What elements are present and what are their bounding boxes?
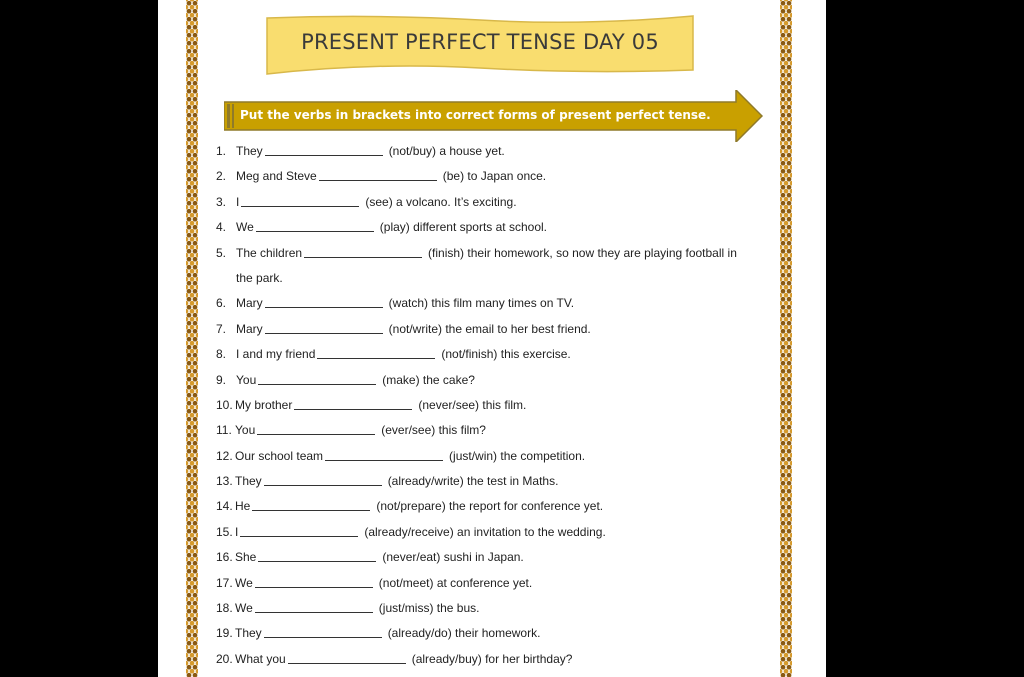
item-subject: Our school team (235, 448, 324, 463)
exercise-item (216, 169, 776, 194)
exercise-item (216, 296, 776, 321)
decorative-border-right (780, 0, 792, 677)
item-number: 12. (216, 448, 233, 463)
item-hint: (just/win) the competition. (449, 448, 586, 463)
item-hint: (not/meet) at conference yet. (378, 575, 533, 590)
item-hint: (not/finish) this exercise. (441, 347, 571, 362)
item-number: 14. (216, 499, 233, 514)
item-subject: They (235, 626, 262, 641)
item-subject: You (235, 423, 256, 438)
item-subject: My brother (235, 397, 293, 412)
item-number: 8. (216, 347, 227, 362)
item-number: 3. (216, 194, 227, 209)
item-number: 1. (216, 144, 227, 158)
exercise-item (216, 220, 776, 245)
answer-blank[interactable] (252, 499, 370, 511)
item-number: 7. (216, 321, 227, 336)
item-number: 20. (216, 651, 233, 666)
exercise-item (216, 576, 776, 601)
item-hint: (watch) this film many times on TV. (388, 296, 575, 311)
item-number: 2. (216, 169, 227, 184)
item-subject: They (235, 474, 262, 489)
exercise-item (216, 347, 776, 372)
exercise-item (216, 373, 776, 398)
worksheet-page (158, 0, 826, 677)
item-number: 19. (216, 626, 233, 641)
exercise-item (216, 246, 776, 271)
item-hint: (be) to Japan once. (442, 169, 547, 184)
item-hint: (make) the cake? (382, 372, 475, 387)
exercise-item (216, 499, 776, 524)
exercise-item (216, 398, 776, 423)
exercise-item (216, 652, 776, 677)
item-number: 10. (216, 397, 233, 412)
answer-blank[interactable] (258, 373, 376, 385)
item-hint: (already/receive) an invitation to the wedding. (364, 524, 606, 539)
answer-blank[interactable] (265, 144, 383, 156)
instruction-text: Put the verbs in brackets into correct forms of present perfect tense. (240, 108, 711, 122)
answer-blank[interactable] (319, 169, 437, 181)
item-subject: We (236, 220, 254, 235)
item-hint: (already/buy) for her birthday? (411, 651, 573, 666)
item-subject: I and my friend (236, 347, 316, 362)
answer-blank[interactable] (258, 550, 376, 562)
exercise-item (216, 474, 776, 499)
exercise-list (216, 144, 776, 677)
item-subject: Mary (236, 321, 263, 336)
answer-blank[interactable] (294, 398, 412, 410)
item-number: 5. (216, 245, 227, 260)
item-number: 11. (216, 423, 232, 438)
item-hint: (play) different sports at school. (379, 220, 547, 235)
exercise-item (216, 550, 776, 575)
item-number: 18. (216, 601, 233, 616)
answer-blank[interactable] (288, 652, 406, 664)
item-hint: (never/see) this film. (418, 397, 527, 412)
answer-blank[interactable] (325, 449, 443, 461)
decorative-border-left (186, 0, 198, 677)
item-hint: (finish) their homework, so now they are playing football in (428, 245, 737, 260)
item-subject: The children (236, 245, 303, 260)
answer-blank[interactable] (255, 601, 373, 613)
answer-blank[interactable] (241, 195, 359, 207)
item-hint: (never/eat) sushi in Japan. (382, 550, 524, 565)
exercise-item (216, 525, 776, 550)
exercise-item (216, 144, 776, 169)
answer-blank[interactable] (256, 220, 374, 232)
item-subject: What you (235, 651, 286, 666)
item-number: 13. (216, 474, 233, 489)
answer-blank[interactable] (265, 322, 383, 334)
item-subject: I (235, 524, 239, 539)
item-hint: (just/miss) the bus. (378, 601, 480, 616)
answer-blank[interactable] (240, 525, 358, 537)
item-number: 9. (216, 372, 227, 387)
item-subject: I (236, 194, 240, 209)
answer-blank[interactable] (317, 347, 435, 359)
answer-blank[interactable] (265, 296, 383, 308)
exercise-item (216, 322, 776, 347)
exercise-item (216, 449, 776, 474)
item-subject: She (235, 550, 257, 565)
item-hint: (see) a volcano. It’s exciting. (365, 194, 517, 209)
item-subject: We (235, 575, 253, 590)
item-number: 17. (216, 575, 233, 590)
page-title: PRESENT PERFECT TENSE DAY 05 (301, 30, 659, 54)
exercise-item (216, 601, 776, 626)
item-hint: (not/buy) a house yet. (388, 144, 505, 158)
item-hint: (ever/see) this film? (381, 423, 486, 438)
item-subject: We (235, 601, 253, 616)
title-banner (265, 12, 695, 78)
item-hint: (already/write) the test in Maths. (387, 474, 559, 489)
item-subject: You (236, 372, 257, 387)
item-hint: (already/do) their homework. (387, 626, 541, 641)
exercise-item (216, 626, 776, 651)
exercise-item (216, 423, 776, 448)
item-number: 4. (216, 220, 227, 235)
answer-blank[interactable] (264, 474, 382, 486)
item-number: 15. (216, 524, 233, 539)
item-subject: He (235, 499, 251, 514)
exercise-item (216, 195, 776, 220)
item-subject: They (236, 144, 263, 158)
item-hint: (not/write) the email to her best friend. (388, 321, 591, 336)
exercise-item-continuation (216, 271, 776, 296)
item-number: 6. (216, 296, 227, 311)
answer-blank[interactable] (257, 423, 375, 435)
answer-blank[interactable] (255, 576, 373, 588)
item-hint-continuation: the park. (236, 270, 283, 285)
instruction-arrow (224, 90, 764, 142)
answer-blank[interactable] (264, 626, 382, 638)
item-number: 16. (216, 550, 233, 565)
item-subject: Mary (236, 296, 263, 311)
answer-blank[interactable] (304, 246, 422, 258)
item-hint: (not/prepare) the report for conference yet. (376, 499, 604, 514)
item-subject: Meg and Steve (236, 169, 317, 184)
